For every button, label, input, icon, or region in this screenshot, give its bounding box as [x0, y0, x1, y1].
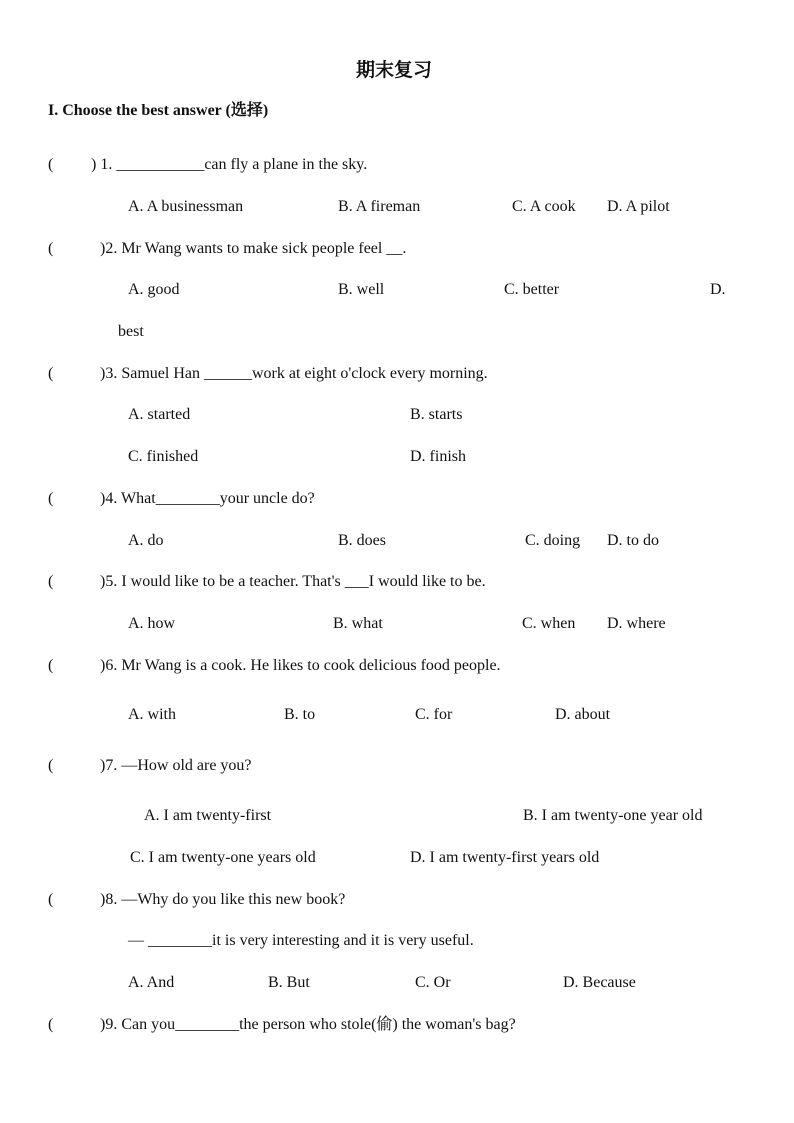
question-5-stem: )5. I would like to be a teacher. That's ___I would like to be. — [100, 573, 486, 590]
answer-bracket-7: ( — [48, 757, 54, 774]
answer-bracket-8: ( — [48, 891, 54, 908]
question-2-option-c: C. better — [504, 281, 560, 298]
question-7-stem: )7. —How old are you? — [100, 757, 252, 774]
answer-bracket-4: ( — [48, 490, 54, 507]
question-8-option-d: D. Because — [563, 974, 636, 991]
question-4-option-c: C. doing — [525, 532, 581, 549]
question-2-option-d: D. — [710, 281, 726, 298]
question-9-stem: )9. Can you________the person who stole(偷) the woman's bag? — [100, 1016, 516, 1033]
question-6-option-a: A. with — [128, 706, 176, 723]
question-2-option-b: B. well — [338, 281, 385, 298]
question-1-option-c: C. A cook — [512, 198, 576, 215]
question-3-option-b: B. starts — [410, 406, 463, 423]
question-7-option-c: C. I am twenty-one years old — [130, 849, 316, 866]
question-3-stem: )3. Samuel Han ______work at eight o'clock every morning. — [100, 365, 488, 382]
question-3-option-a: A. started — [128, 406, 191, 423]
question-6-option-c: C. for — [415, 706, 453, 723]
question-6-option-d: D. about — [555, 706, 611, 723]
question-1-option-b: B. A fireman — [338, 198, 421, 215]
answer-bracket-1: ( — [48, 156, 54, 173]
question-4-stem: )4. What________your uncle do? — [100, 490, 315, 507]
question-3-option-d: D. finish — [410, 448, 466, 465]
question-1-stem: ) 1. ___________can fly a plane in the sky. — [91, 156, 368, 173]
question-1-option-d: D. A pilot — [607, 198, 670, 215]
answer-bracket-5: ( — [48, 573, 54, 590]
answer-bracket-6: ( — [48, 657, 54, 674]
question-4-option-d: D. to do — [607, 532, 659, 549]
question-4-option-b: B. does — [338, 532, 386, 549]
question-7-option-a: A. I am twenty-first — [144, 807, 272, 824]
question-8-option-c: C. Or — [415, 974, 451, 991]
question-8-option-b: B. But — [268, 974, 310, 991]
question-8-stem: )8. —Why do you like this new book? — [100, 891, 346, 908]
answer-bracket-2: ( — [48, 240, 54, 257]
question-7-option-d: D. I am twenty-first years old — [410, 849, 600, 866]
question-5-option-d: D. where — [607, 615, 666, 632]
question-6-stem: )6. Mr Wang is a cook. He likes to cook delicious food people. — [100, 657, 501, 674]
question-2-option-d-text: best — [118, 323, 144, 340]
question-7-option-b: B. I am twenty-one year old — [523, 807, 703, 824]
answer-bracket-3: ( — [48, 365, 54, 382]
question-2-stem: )2. Mr Wang wants to make sick people feel __. — [100, 240, 407, 257]
question-5-option-b: B. what — [333, 615, 383, 632]
question-8-option-a: A. And — [128, 974, 175, 991]
question-6-option-b: B. to — [284, 706, 316, 723]
section-heading: I. Choose the best answer (选择) — [48, 102, 269, 119]
question-1-option-a: A. A businessman — [128, 198, 244, 215]
question-3-option-c: C. finished — [128, 448, 199, 465]
answer-bracket-9: ( — [48, 1016, 54, 1033]
question-4-option-a: A. do — [128, 532, 164, 549]
question-5-option-a: A. how — [128, 615, 176, 632]
question-8-answer-line: — ________it is very interesting and it is very useful. — [128, 932, 474, 949]
page-title: 期末复习 — [356, 59, 433, 81]
question-5-option-c: C. when — [522, 615, 576, 632]
question-2-option-a: A. good — [128, 281, 180, 298]
